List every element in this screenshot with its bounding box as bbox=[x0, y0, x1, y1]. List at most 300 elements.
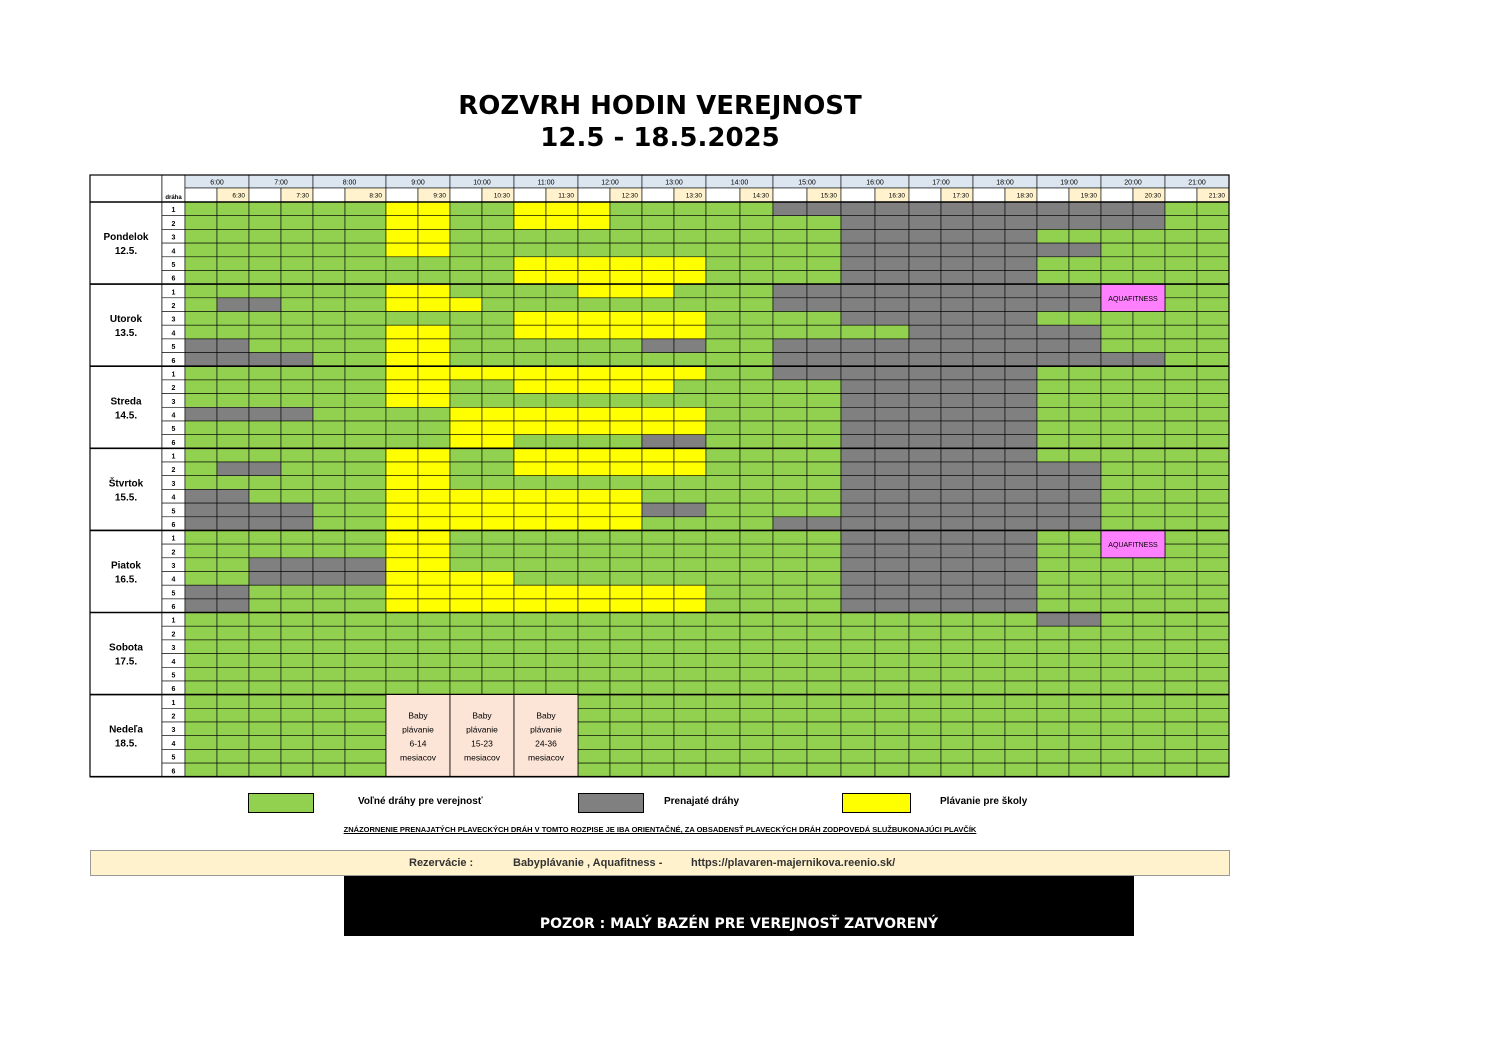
slot-cell bbox=[1005, 366, 1037, 380]
slot-cell bbox=[909, 325, 941, 339]
baby-swimming-text: mesiacov bbox=[400, 752, 436, 763]
slot-cell bbox=[185, 325, 217, 339]
slot-cell bbox=[1101, 763, 1133, 777]
slot-cell bbox=[841, 599, 875, 613]
slot-cell bbox=[546, 229, 578, 243]
slot-cell bbox=[578, 284, 610, 298]
slot-cell bbox=[313, 722, 345, 736]
slot-cell bbox=[610, 407, 642, 421]
slot-cell bbox=[973, 339, 1005, 353]
slot-cell bbox=[313, 585, 345, 599]
slot-cell bbox=[1165, 736, 1197, 750]
slot-cell bbox=[706, 353, 740, 367]
slot-cell bbox=[807, 681, 841, 695]
slot-cell bbox=[249, 681, 281, 695]
slot-cell bbox=[706, 613, 740, 627]
slot-cell bbox=[345, 325, 386, 339]
slot-cell bbox=[841, 257, 875, 271]
slot-cell bbox=[1005, 435, 1037, 449]
slot-cell bbox=[450, 366, 482, 380]
slot-cell bbox=[482, 626, 514, 640]
slot-cell bbox=[674, 476, 706, 490]
header-blank-cell bbox=[1101, 188, 1133, 202]
slot-cell bbox=[578, 407, 610, 421]
slot-cell bbox=[1037, 243, 1069, 257]
slot-cell bbox=[1069, 476, 1101, 490]
slot-cell bbox=[1069, 558, 1101, 572]
slot-cell bbox=[807, 339, 841, 353]
slot-cell bbox=[909, 448, 941, 462]
slot-cell bbox=[807, 353, 841, 367]
slot-cell bbox=[1197, 613, 1229, 627]
baby-swimming-text: plávanie bbox=[530, 724, 562, 735]
slot-cell bbox=[514, 380, 546, 394]
day-name: Pondelok bbox=[103, 232, 149, 244]
slot-cell bbox=[909, 489, 941, 503]
slot-cell bbox=[386, 462, 418, 476]
slot-cell bbox=[1101, 339, 1133, 353]
slot-cell bbox=[841, 489, 875, 503]
slot-cell bbox=[674, 243, 706, 257]
slot-cell bbox=[482, 530, 514, 544]
header-blank-cell bbox=[1165, 188, 1197, 202]
slot-cell bbox=[1197, 667, 1229, 681]
slot-cell bbox=[450, 462, 482, 476]
slot-cell bbox=[1133, 216, 1165, 230]
slot-cell bbox=[1005, 462, 1037, 476]
slot-cell bbox=[450, 654, 482, 668]
slot-cell bbox=[610, 325, 642, 339]
slot-cell bbox=[217, 749, 249, 763]
aquafitness-label: AQUAFITNESS bbox=[1108, 542, 1158, 550]
slot-cell bbox=[1069, 736, 1101, 750]
slot-cell bbox=[740, 681, 773, 695]
slot-cell bbox=[281, 667, 313, 681]
slot-cell bbox=[807, 503, 841, 517]
slot-cell bbox=[185, 271, 217, 285]
slot-cell bbox=[941, 476, 973, 490]
slot-cell bbox=[1197, 626, 1229, 640]
reservation-link[interactable]: https://plavaren-majernikova.reenio.sk/ bbox=[691, 857, 896, 869]
lane-number: 5 bbox=[171, 672, 176, 680]
slot-cell bbox=[610, 736, 642, 750]
slot-cell bbox=[973, 530, 1005, 544]
header-blank-cell bbox=[642, 188, 674, 202]
slot-cell bbox=[740, 435, 773, 449]
slot-cell bbox=[610, 421, 642, 435]
slot-cell bbox=[185, 544, 217, 558]
slot-cell bbox=[740, 339, 773, 353]
slot-cell bbox=[807, 243, 841, 257]
slot-cell bbox=[249, 749, 281, 763]
slot-cell bbox=[1005, 243, 1037, 257]
slot-cell bbox=[740, 530, 773, 544]
slot-cell bbox=[185, 722, 217, 736]
slot-cell bbox=[875, 599, 909, 613]
slot-cell bbox=[773, 722, 807, 736]
slot-cell bbox=[345, 298, 386, 312]
slot-cell bbox=[941, 654, 973, 668]
slot-cell bbox=[1069, 243, 1101, 257]
slot-cell bbox=[578, 722, 610, 736]
slot-cell bbox=[610, 216, 642, 230]
slot-cell bbox=[706, 572, 740, 586]
slot-cell bbox=[973, 585, 1005, 599]
slot-cell bbox=[841, 558, 875, 572]
header-hour-label: 19:00 bbox=[1060, 179, 1078, 187]
slot-cell bbox=[281, 654, 313, 668]
slot-cell bbox=[418, 257, 450, 271]
slot-cell bbox=[973, 708, 1005, 722]
slot-cell bbox=[345, 435, 386, 449]
slot-cell bbox=[546, 667, 578, 681]
legend-free-swatch bbox=[248, 793, 314, 813]
slot-cell bbox=[1165, 462, 1197, 476]
slot-cell bbox=[313, 257, 345, 271]
slot-cell bbox=[1197, 394, 1229, 408]
slot-cell bbox=[1037, 257, 1069, 271]
slot-cell bbox=[1069, 366, 1101, 380]
slot-cell bbox=[941, 229, 973, 243]
slot-cell bbox=[217, 325, 249, 339]
slot-cell bbox=[281, 517, 313, 531]
slot-cell bbox=[674, 695, 706, 709]
slot-cell bbox=[941, 667, 973, 681]
lane-number: 2 bbox=[171, 303, 176, 310]
slot-cell bbox=[610, 202, 642, 216]
slot-cell bbox=[706, 681, 740, 695]
slot-cell bbox=[313, 243, 345, 257]
header-blank-cell bbox=[909, 188, 941, 202]
slot-cell bbox=[386, 640, 418, 654]
slot-cell bbox=[674, 339, 706, 353]
header-half-label: 12:30 bbox=[621, 192, 638, 200]
slot-cell bbox=[1005, 626, 1037, 640]
slot-cell bbox=[773, 202, 807, 216]
slot-cell bbox=[1133, 202, 1165, 216]
slot-cell bbox=[773, 558, 807, 572]
slot-cell bbox=[1165, 448, 1197, 462]
slot-cell bbox=[578, 202, 610, 216]
baby-swimming-text: plávanie bbox=[402, 724, 434, 735]
slot-cell bbox=[1165, 667, 1197, 681]
slot-cell bbox=[578, 749, 610, 763]
slot-cell bbox=[578, 229, 610, 243]
slot-cell bbox=[973, 476, 1005, 490]
slot-cell bbox=[674, 271, 706, 285]
slot-cell bbox=[706, 640, 740, 654]
day-date: 14.5. bbox=[114, 410, 138, 422]
disclaimer-note: ZNÁZORNENIE PRENAJATÝCH PLAVECKÝCH DRÁH V TOMTO ROZPISE JE IBA ORIENTAČNÉ, ZA OBSADENSŤ PLAVECKÝCH DRÁH ZODPOVEDÁ SLUŽBUKONAJÚCI PLAVČÍK bbox=[343, 825, 977, 834]
slot-cell bbox=[1165, 325, 1197, 339]
slot-cell bbox=[185, 339, 217, 353]
slot-cell bbox=[514, 462, 546, 476]
slot-cell bbox=[941, 544, 973, 558]
slot-cell bbox=[1101, 640, 1133, 654]
slot-cell bbox=[973, 462, 1005, 476]
slot-cell bbox=[313, 681, 345, 695]
slot-cell bbox=[450, 640, 482, 654]
slot-cell bbox=[281, 407, 313, 421]
reservation-services: Babyplávanie , Aquafitness - bbox=[513, 857, 663, 869]
slot-cell bbox=[941, 572, 973, 586]
header-half-label: 14:30 bbox=[752, 192, 769, 200]
header-hour-label: 21:00 bbox=[1188, 179, 1206, 187]
slot-cell bbox=[610, 298, 642, 312]
slot-cell bbox=[185, 640, 217, 654]
slot-cell bbox=[1165, 407, 1197, 421]
slot-cell bbox=[217, 366, 249, 380]
slot-cell bbox=[482, 572, 514, 586]
slot-cell bbox=[546, 681, 578, 695]
slot-cell bbox=[642, 517, 674, 531]
slot-cell bbox=[1165, 708, 1197, 722]
slot-cell bbox=[281, 722, 313, 736]
slot-cell bbox=[1037, 476, 1069, 490]
slot-cell bbox=[610, 517, 642, 531]
lane-number: 6 bbox=[171, 768, 176, 776]
slot-cell bbox=[514, 421, 546, 435]
slot-cell bbox=[941, 599, 973, 613]
slot-cell bbox=[1005, 708, 1037, 722]
slot-cell bbox=[1133, 708, 1165, 722]
slot-cell bbox=[875, 380, 909, 394]
slot-cell bbox=[1133, 339, 1165, 353]
slot-cell bbox=[1037, 407, 1069, 421]
slot-cell bbox=[482, 216, 514, 230]
slot-cell bbox=[1133, 394, 1165, 408]
slot-cell bbox=[482, 366, 514, 380]
baby-swimming-block bbox=[450, 695, 514, 777]
slot-cell bbox=[610, 353, 642, 367]
slot-cell bbox=[1069, 462, 1101, 476]
slot-cell bbox=[1069, 312, 1101, 326]
slot-cell bbox=[740, 312, 773, 326]
slot-cell bbox=[706, 722, 740, 736]
slot-cell bbox=[807, 763, 841, 777]
slot-cell bbox=[941, 284, 973, 298]
slot-cell bbox=[1197, 572, 1229, 586]
slot-cell bbox=[706, 462, 740, 476]
slot-cell bbox=[514, 435, 546, 449]
slot-cell bbox=[642, 421, 674, 435]
slot-cell bbox=[773, 448, 807, 462]
slot-cell bbox=[313, 763, 345, 777]
slot-cell bbox=[1069, 681, 1101, 695]
slot-cell bbox=[313, 517, 345, 531]
slot-cell bbox=[642, 640, 674, 654]
slot-cell bbox=[909, 216, 941, 230]
slot-cell bbox=[249, 626, 281, 640]
slot-cell bbox=[546, 312, 578, 326]
slot-cell bbox=[546, 599, 578, 613]
slot-cell bbox=[1165, 695, 1197, 709]
slot-cell bbox=[1069, 216, 1101, 230]
slot-cell bbox=[313, 271, 345, 285]
legend-free-label: Voľné dráhy pre verejnosť bbox=[358, 796, 483, 807]
baby-swimming-block bbox=[514, 695, 578, 777]
slot-cell bbox=[386, 394, 418, 408]
slot-cell bbox=[578, 572, 610, 586]
slot-cell bbox=[281, 421, 313, 435]
slot-cell bbox=[249, 216, 281, 230]
slot-cell bbox=[345, 722, 386, 736]
slot-cell bbox=[1197, 736, 1229, 750]
slot-cell bbox=[1101, 202, 1133, 216]
slot-cell bbox=[841, 380, 875, 394]
slot-cell bbox=[706, 503, 740, 517]
slot-cell bbox=[773, 366, 807, 380]
slot-cell bbox=[546, 298, 578, 312]
slot-cell bbox=[249, 489, 281, 503]
slot-cell bbox=[642, 749, 674, 763]
slot-cell bbox=[807, 640, 841, 654]
slot-cell bbox=[610, 243, 642, 257]
slot-cell bbox=[482, 654, 514, 668]
slot-cell bbox=[841, 613, 875, 627]
slot-cell bbox=[973, 421, 1005, 435]
slot-cell bbox=[807, 202, 841, 216]
slot-cell bbox=[281, 736, 313, 750]
slot-cell bbox=[610, 284, 642, 298]
slot-cell bbox=[1005, 271, 1037, 285]
day-name: Streda bbox=[110, 396, 142, 408]
slot-cell bbox=[706, 654, 740, 668]
slot-cell bbox=[217, 243, 249, 257]
warning-text: POZOR : MALÝ BAZÉN PRE VEREJNOSŤ ZATVORENÝ bbox=[539, 916, 939, 932]
slot-cell bbox=[807, 572, 841, 586]
slot-cell bbox=[1101, 572, 1133, 586]
slot-cell bbox=[875, 202, 909, 216]
slot-cell bbox=[875, 462, 909, 476]
slot-cell bbox=[217, 448, 249, 462]
slot-cell bbox=[482, 503, 514, 517]
slot-cell bbox=[345, 229, 386, 243]
slot-cell bbox=[909, 613, 941, 627]
slot-cell bbox=[941, 585, 973, 599]
slot-cell bbox=[1005, 353, 1037, 367]
slot-cell bbox=[418, 530, 450, 544]
slot-cell bbox=[578, 736, 610, 750]
slot-cell bbox=[807, 708, 841, 722]
slot-cell bbox=[1037, 763, 1069, 777]
lane-number: 3 bbox=[171, 234, 176, 242]
slot-cell bbox=[1165, 271, 1197, 285]
slot-cell bbox=[386, 572, 418, 586]
slot-cell bbox=[973, 681, 1005, 695]
slot-cell bbox=[386, 339, 418, 353]
slot-cell bbox=[875, 407, 909, 421]
slot-cell bbox=[706, 736, 740, 750]
slot-cell bbox=[1069, 654, 1101, 668]
slot-cell bbox=[841, 503, 875, 517]
slot-cell bbox=[482, 353, 514, 367]
header-half-label: 15:30 bbox=[820, 192, 837, 200]
slot-cell bbox=[642, 558, 674, 572]
slot-cell bbox=[386, 325, 418, 339]
slot-cell bbox=[514, 572, 546, 586]
slot-cell bbox=[773, 271, 807, 285]
slot-cell bbox=[706, 517, 740, 531]
slot-cell bbox=[482, 394, 514, 408]
slot-cell bbox=[875, 503, 909, 517]
slot-cell bbox=[450, 229, 482, 243]
slot-cell bbox=[185, 613, 217, 627]
slot-cell bbox=[482, 271, 514, 285]
slot-cell bbox=[1005, 339, 1037, 353]
slot-cell bbox=[706, 257, 740, 271]
slot-cell bbox=[1005, 654, 1037, 668]
slot-cell bbox=[1133, 462, 1165, 476]
slot-cell bbox=[909, 708, 941, 722]
slot-cell bbox=[1165, 284, 1197, 298]
slot-cell bbox=[386, 585, 418, 599]
legend-school-label: Plávanie pre školy bbox=[940, 796, 1028, 807]
slot-cell bbox=[1069, 626, 1101, 640]
slot-cell bbox=[1197, 366, 1229, 380]
slot-cell bbox=[578, 517, 610, 531]
slot-cell bbox=[773, 325, 807, 339]
slot-cell bbox=[418, 640, 450, 654]
slot-cell bbox=[1037, 626, 1069, 640]
slot-cell bbox=[1037, 722, 1069, 736]
slot-cell bbox=[1133, 229, 1165, 243]
slot-cell bbox=[1101, 243, 1133, 257]
slot-cell bbox=[578, 325, 610, 339]
slot-cell bbox=[740, 736, 773, 750]
slot-cell bbox=[281, 229, 313, 243]
slot-cell bbox=[578, 681, 610, 695]
slot-cell bbox=[706, 271, 740, 285]
slot-cell bbox=[841, 476, 875, 490]
slot-cell bbox=[1197, 695, 1229, 709]
slot-cell bbox=[973, 435, 1005, 449]
slot-cell bbox=[313, 640, 345, 654]
reservation-label: Rezervácie : bbox=[409, 857, 474, 869]
slot-cell bbox=[217, 763, 249, 777]
slot-cell bbox=[1197, 271, 1229, 285]
slot-cell bbox=[1101, 626, 1133, 640]
slot-cell bbox=[386, 626, 418, 640]
slot-cell bbox=[578, 298, 610, 312]
slot-cell bbox=[740, 749, 773, 763]
slot-cell bbox=[1101, 736, 1133, 750]
slot-cell bbox=[1005, 407, 1037, 421]
slot-cell bbox=[807, 312, 841, 326]
header-hour-label: 17:00 bbox=[932, 179, 950, 187]
slot-cell bbox=[482, 517, 514, 531]
slot-cell bbox=[674, 366, 706, 380]
slot-cell bbox=[909, 353, 941, 367]
slot-cell bbox=[941, 216, 973, 230]
slot-cell bbox=[841, 695, 875, 709]
slot-cell bbox=[450, 626, 482, 640]
slot-cell bbox=[185, 708, 217, 722]
slot-cell bbox=[706, 585, 740, 599]
slot-cell bbox=[1133, 503, 1165, 517]
slot-cell bbox=[909, 271, 941, 285]
slot-cell bbox=[875, 572, 909, 586]
slot-cell bbox=[450, 353, 482, 367]
slot-cell bbox=[706, 202, 740, 216]
lane-number: 4 bbox=[171, 576, 176, 584]
slot-cell bbox=[281, 763, 313, 777]
slot-cell bbox=[674, 736, 706, 750]
slot-cell bbox=[217, 736, 249, 750]
slot-cell bbox=[418, 667, 450, 681]
slot-cell bbox=[1037, 503, 1069, 517]
header-half-label: 21:30 bbox=[1208, 192, 1225, 200]
